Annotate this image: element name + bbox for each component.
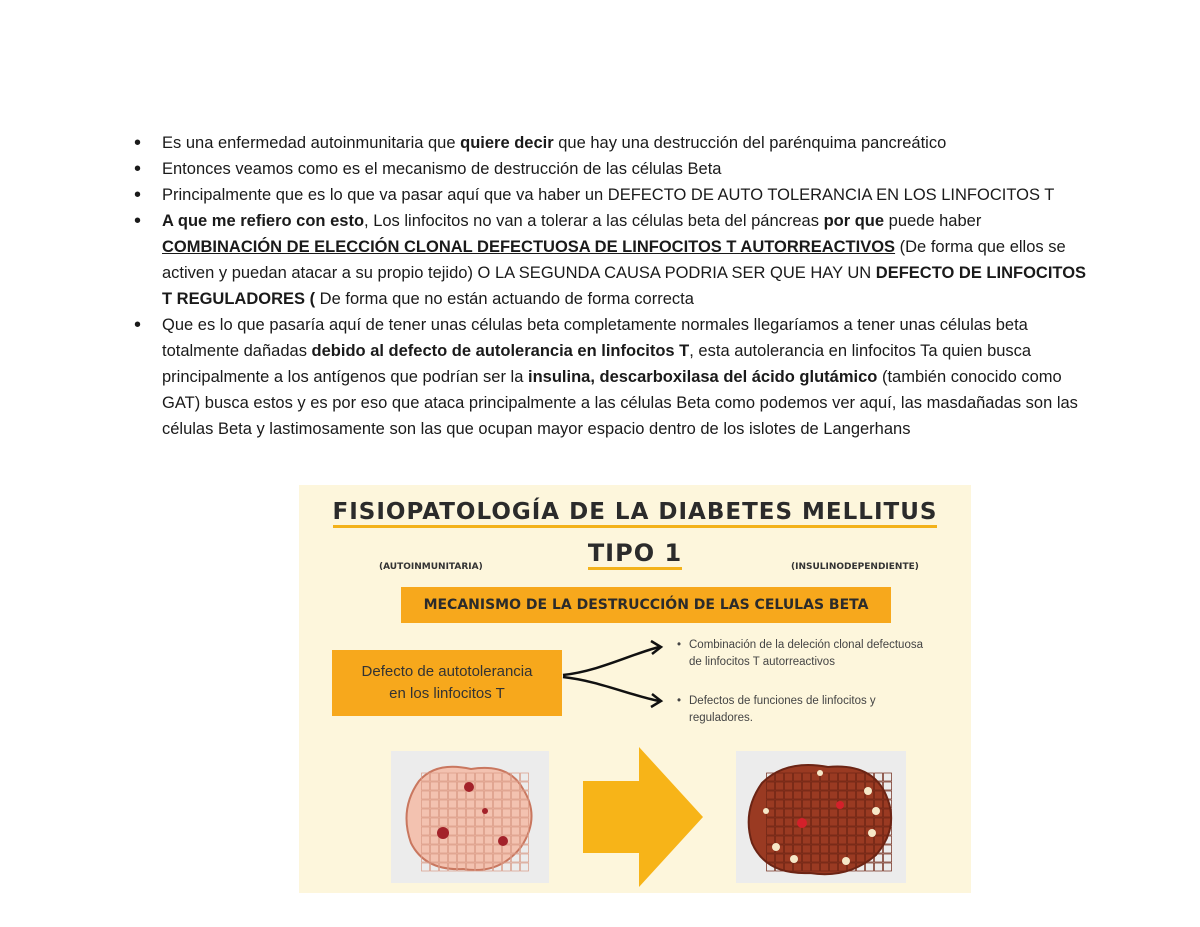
bullet-text-run: , esta autolerancia en linfocitos Ta quien busca principalmente a los antígenos que podrían ser la [162,342,1032,386]
diabetes-infographic [299,485,971,893]
bullet-text-run: A que me refiero con esto [162,212,365,230]
bullet-list [134,130,1094,442]
bullet-text-run: insulina, descarboxilasa del ácido glutámico [527,368,878,386]
figure-title [299,499,971,525]
cause-1-line-1: • Combinación de la deleción clonal defectuosa [689,639,923,651]
healthy-islet-image [391,751,549,883]
tag-insulinodependiente: (INSULINODEPENDIENTE) [791,562,919,572]
cause-1-line-2: de linfocitos T autorreactivos [689,656,835,668]
branch-arrows-icon [559,635,669,715]
bullet-item [134,182,1094,208]
defect-line-2: en los linfocitos T [389,685,505,702]
bullet-text-run: COMBINACIÓN DE ELECCIÓN CLONAL DEFECTUOSA DE LINFOCITOS T AUTORREACTIVOS [162,238,896,256]
defect-box [332,650,562,716]
bullet-text-run: quiere decir [460,134,554,152]
bullet-item [134,208,1094,312]
bullet-item [134,156,1094,182]
cause-item [677,637,967,671]
bullet-text-run: , Los linfocitos no van a tolerar a las células beta del páncreas [364,212,824,230]
bullet-text-run: puede haber [884,212,982,230]
tag-autoinmunitaria: (AUTOINMUNITARIA) [379,562,483,572]
bullet-item [134,130,1094,156]
mechanism-banner: MECANISMO DE LA DESTRUCCIÓN DE LAS CELULAS BETA [401,587,891,623]
bullet-text-run: De forma que no están actuando de forma correcta [315,290,694,308]
cause-item [677,693,967,727]
damaged-islet-image [736,751,906,883]
bullet-text-run: Entonces veamos como es el mecanismo de destrucción de las células Beta [162,160,722,178]
bullet-text-run: DEFECTO DE LINFOCITOS T REGULADORES ( [162,264,1087,308]
bullet-text-run: por que [823,212,885,230]
bullet-text-run: Que es lo que pasaría aquí de tener unas células beta completamente normales llegaríamos a tener unas células beta totalmente dañadas [162,316,1028,360]
figure-title-text: FISIOPATOLOGÍA DE LA DIABETES MELLITUS [333,499,938,528]
bullet-text-run: (De forma que ellos se activen y puedan atacar a su propio tejido) O LA SEGUNDA CAUSA PODRIA SER QUE HAY UN [162,238,1066,282]
defect-line-1: Defecto de autotolerancia [361,663,533,680]
progression-arrow-icon [583,747,703,887]
bullet-text-run: Es una enfermedad autoinmunitaria que [162,134,461,152]
bullet-text-run: Principalmente que es lo que va pasar aquí que va haber un DEFECTO DE AUTO TOLERANCIA EN LOS LINFOCITOS T [162,186,1055,204]
bullet-text-run: que hay una destrucción del parénquima pancreático [553,134,947,152]
bullet-item [134,312,1094,442]
causes-list [677,637,967,749]
bullet-text-run: debido al defecto de autolerancia en linfocitos T [311,342,690,360]
bullet-text-run: (también conocido como GAT) busca estos y es por eso que ataca principalmente a las células Beta como podemos ver aquí, las masdañadas son las células Beta y lastimosamente son las que ocupan mayor espacio dentro de los islotes de Langerhans [162,368,1078,438]
cause-2-line-2: reguladores. [689,712,753,724]
figure-subtitle-text: TIPO 1 [588,539,682,570]
cause-2-line-1: • Defectos de funciones de linfocitos y [689,695,876,707]
